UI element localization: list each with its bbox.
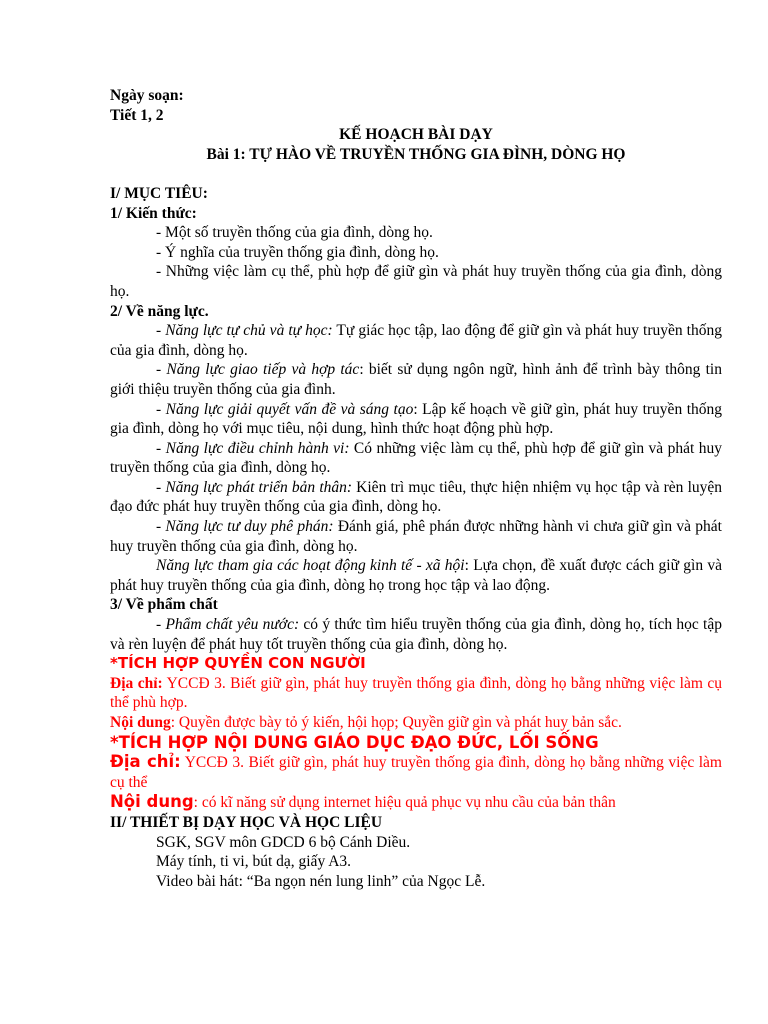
dia-chi-text: YCCĐ 3. Biết giữ gìn, phát huy truyền thống gia đình, dòng họ bằng những việc làm cụ thể phù hợp.: [110, 674, 723, 712]
thiet-bi-item: SGK, SGV môn GDCD 6 bộ Cánh Diều.: [156, 833, 411, 851]
item-dash: -: [156, 400, 166, 418]
heading-tich-hop-quyen: *TÍCH HỢP QUYỀN CON NGƯỜI: [110, 654, 366, 673]
noi-dung-label: Nội dung: [110, 714, 171, 731]
thiet-bi-item: Video bài hát: “Ba ngọn nén lung linh” của Ngọc Lễ.: [156, 872, 486, 890]
item-term: Năng lực tự chủ và tự học:: [165, 322, 333, 340]
item-text: : biết sử dụng ngôn ngữ, hình ảnh để trình bày thông tin giới thiệu truyền thống của gia đình.: [110, 361, 722, 398]
section-muc-tieu: I/ MỤC TIÊU:: [110, 184, 208, 202]
ngay-soan: Ngày soạn:: [110, 87, 184, 104]
nang-luc-item: [110, 478, 722, 517]
heading-tich-hop-dao-duc: *TÍCH HỢP NỘI DUNG GIÁO DỤC ĐẠO ĐỨC, LỐI SỐNG: [110, 732, 599, 752]
nang-luc-item: [110, 400, 722, 439]
item-dash: -: [156, 439, 166, 457]
dia-chi-text: YCCĐ 3. Biết giữ gìn, phát huy truyền thống gia đình, dòng họ bằng những việc làm cụ thể: [110, 754, 722, 791]
tich-hop-quyen-noi-dung: [110, 713, 722, 733]
item-term: Năng lực điều chỉnh hành vi:: [165, 439, 350, 457]
document-title: KẾ HOẠCH BÀI DẠY: [339, 126, 493, 144]
noi-dung-text: : Quyền được bày tỏ ý kiến, hội họp; Quyền giữ gìn và phát huy bản sắc.: [170, 714, 622, 731]
heading-pham-chat: 3/ Về phẩm chất: [110, 596, 218, 614]
item-term: Năng lực tham gia các hoạt động kinh tế - xã hội: [156, 557, 465, 575]
item-text: Có những việc làm cụ thể, phù hợp để giữ gìn và phát huy truyền thống của gia đình, dòng họ.: [110, 439, 722, 477]
tich-hop-dao-duc-dia-chi: [110, 752, 722, 792]
pham-chat-item: [110, 615, 722, 654]
item-text: : Lập kế hoạch về giữ gìn, phát huy truyền thống gia đình, dòng họ với mục tiêu, nội dung, hình thức hoạt động phù hợp.: [110, 400, 722, 438]
item-text: : Lựa chọn, đề xuất được cách giữ gìn và phát huy truyền thống của gia đình, dòng họ trong học tập và lao động.: [110, 557, 722, 594]
tiet: Tiết 1, 2: [110, 106, 164, 124]
nang-luc-item: [110, 439, 722, 478]
kien-thuc-item: - Ý nghĩa của truyền thống gia đình, dòng họ.: [156, 243, 439, 261]
nang-luc-item: [110, 360, 722, 399]
item-term: Năng lực tư duy phê phán:: [165, 518, 334, 536]
tich-hop-quyen-dia-chi: [110, 674, 722, 713]
kien-thuc-item: - Những việc làm cụ thể, phù hợp để giữ gìn và phát huy truyền thống của gia đình, dòng họ.: [110, 263, 722, 300]
nang-luc-item: [110, 321, 722, 360]
item-text: Tự giác học tập, lao động để giữ gìn và phát huy truyền thống của gia đình, dòng họ.: [110, 322, 722, 359]
heading-nang-luc: 2/ Về năng lực.: [110, 302, 209, 320]
document-page: [110, 86, 722, 891]
nang-luc-item: [110, 556, 722, 595]
item-text: Kiên trì mục tiêu, thực hiện nhiệm vụ học tập và rèn luyện đạo đức phát huy truyền thống của gia đình, dòng họ.: [110, 478, 722, 516]
item-text: có ý thức tìm hiểu truyền thống của gia đình, dòng họ, tích học tập và rèn luyện để phát huy tốt truyền thống của gia đình, dòng họ.: [110, 616, 722, 653]
spacer: [110, 164, 722, 184]
noi-dung-text: : có kĩ năng sử dụng internet hiệu quả phục vụ nhu cầu của bản thân: [193, 794, 616, 812]
lesson-title: Bài 1: TỰ HÀO VỀ TRUYỀN THỐNG GIA ĐÌNH, DÒNG HỌ: [206, 145, 626, 163]
item-text: Đánh giá, phê phán được những hành vi chưa giữ gìn và phát huy truyền thống của gia đình, dòng họ.: [110, 518, 722, 555]
dia-chi-label: Địa chỉ:: [110, 674, 163, 692]
item-term: Năng lực giao tiếp và hợp tác: [166, 361, 360, 379]
item-term: Năng lực giải quyết vấn đề và sáng tạo: [165, 400, 414, 418]
item-dash: -: [156, 478, 166, 496]
section-thiet-bi: II/ THIẾT BỊ DẠY HỌC VÀ HỌC LIỆU: [110, 813, 383, 831]
dia-chi-label: Địa chỉ:: [110, 752, 181, 772]
tich-hop-dao-duc-noi-dung: [110, 792, 722, 813]
item-dash: -: [156, 616, 166, 634]
heading-kien-thuc: 1/ Kiến thức:: [110, 204, 197, 222]
nang-luc-item: [110, 517, 722, 556]
item-dash: -: [156, 322, 166, 340]
thiet-bi-item: Máy tính, ti vi, bút dạ, giấy A3.: [156, 853, 352, 871]
item-dash: -: [156, 518, 166, 536]
noi-dung-label: Nội dung: [110, 792, 194, 812]
item-dash: -: [156, 361, 167, 379]
item-term: Phẩm chất yêu nước:: [165, 616, 300, 634]
kien-thuc-item: - Một số truyền thống của gia đình, dòng họ.: [156, 224, 433, 242]
item-term: Năng lực phát triển bản thân:: [165, 478, 353, 496]
